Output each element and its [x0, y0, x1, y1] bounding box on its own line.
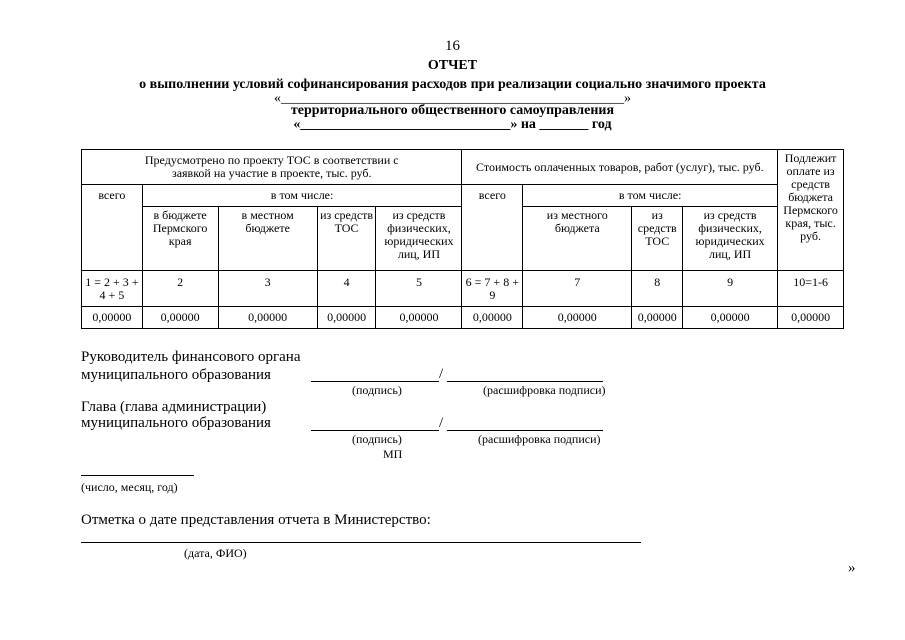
signature-caption-2: (подпись) [352, 432, 402, 446]
page-number: 16 [445, 38, 460, 54]
col-number-5: 5 [376, 271, 462, 307]
slash-1: / [439, 366, 444, 382]
col-number-8: 8 [632, 271, 683, 307]
decode-line-1[interactable] [447, 381, 603, 382]
ministry-mark-line[interactable] [81, 542, 641, 543]
ministry-mark-label: Отметка о дате представления отчета в Министерство: [81, 512, 431, 528]
col-number-9: 9 [683, 271, 778, 307]
value-5[interactable]: 0,00000 [376, 307, 462, 329]
col-number-6: 6 = 7 + 8 + 9 [462, 271, 523, 307]
signature-caption-1: (подпись) [352, 383, 402, 397]
decode-line-2[interactable] [447, 430, 603, 431]
decode-caption-1: (расшифровка подписи) [483, 383, 606, 397]
report-title-line3: территориального общественного самоуправления [290, 103, 615, 118]
value-10[interactable]: 0,00000 [778, 307, 844, 329]
col10-header: Подлежит оплате из средств бюджета Пермского края, тыс. руб. [778, 150, 844, 271]
signature-line-2[interactable] [311, 430, 439, 431]
value-2[interactable]: 0,00000 [142, 307, 218, 329]
col-number-2: 2 [142, 271, 218, 307]
total-header-2: всего [462, 185, 523, 271]
value-8[interactable]: 0,00000 [632, 307, 683, 329]
glava-label-line2: муниципального образования [81, 415, 271, 431]
date-fio-caption: (дата, ФИО) [184, 546, 247, 560]
subheader-tos-funds: из средств ТОС [317, 207, 376, 271]
including-header-2: в том числе: [523, 185, 778, 207]
value-1[interactable]: 0,00000 [82, 307, 143, 329]
value-6[interactable]: 0,00000 [462, 307, 523, 329]
col-number-3: 3 [218, 271, 317, 307]
report-table [81, 149, 844, 329]
value-7[interactable]: 0,00000 [523, 307, 632, 329]
paid-group-header: Стоимость оплаченных товаров, работ (услуг), тыс. руб. [462, 150, 778, 185]
including-header-1: в том числе: [142, 185, 462, 207]
subheader-paid-local-budget: из местного бюджета [523, 207, 632, 271]
value-4[interactable]: 0,00000 [317, 307, 376, 329]
subheader-paid-tos-funds: из средств ТОС [632, 207, 683, 271]
report-title-line2: «_________________________________________________» [274, 91, 631, 106]
closing-quote: » [848, 560, 856, 576]
stamp-place-label: МП [383, 447, 403, 461]
report-heading: ОТЧЕТ [427, 58, 478, 73]
subheader-individuals-funds: из средств физических, юридических лиц, ИП [376, 207, 462, 271]
signature-line-1[interactable] [311, 381, 439, 382]
col-number-7: 7 [523, 271, 632, 307]
glava-label-line1: Глава (глава администрации) [81, 399, 267, 415]
report-title-line4: «______________________________» на _______ год [293, 117, 612, 132]
col-number-4: 4 [317, 271, 376, 307]
subheader-local-budget: в местном бюджете [218, 207, 317, 271]
col-number-1: 1 = 2 + 3 + 4 + 5 [82, 271, 143, 307]
date-line[interactable] [81, 475, 194, 476]
decode-caption-2: (расшифровка подписи) [478, 432, 601, 446]
planned-group-header: Предусмотрено по проекту ТОС в соответствии с заявкой на участие в проекте, тыс. руб. [82, 150, 462, 185]
date-caption: (число, месяц, год) [81, 480, 178, 494]
subheader-paid-individuals-funds: из средств физических, юридических лиц, ИП [683, 207, 778, 271]
report-title-line1: о выполнении условий софинансирования расходов при реализации социально значимого проекта [139, 77, 766, 92]
slash-2: / [439, 415, 444, 431]
head-fin-label-line2: муниципального образования [81, 367, 271, 383]
value-3[interactable]: 0,00000 [218, 307, 317, 329]
value-9[interactable]: 0,00000 [683, 307, 778, 329]
col-number-10: 10=1-6 [778, 271, 844, 307]
total-header-1: всего [82, 185, 143, 271]
head-fin-label-line1: Руководитель финансового органа [81, 349, 301, 365]
subheader-regional-budget: в бюджете Пермского края [142, 207, 218, 271]
